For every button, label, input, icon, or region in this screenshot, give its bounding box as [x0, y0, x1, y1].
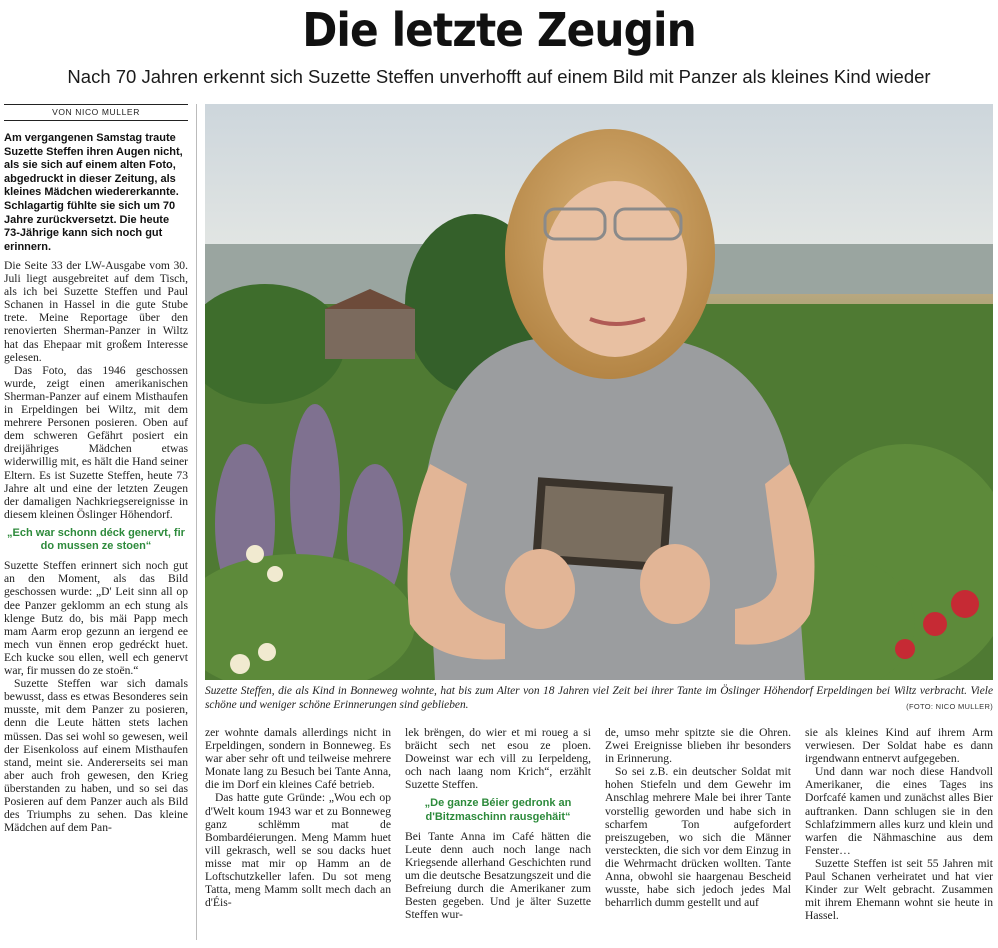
paragraph: Das Foto, das 1946 geschossen wurde, zeigt einen amerikanischen Sherman-Panzer auf einem Misthaufen in Erpeldingen bei Wiltz, mit dem mehrere Personen posieren. Oben auf dem schweren Gefährt posiert ein dreijähriges Mädchen etwas widerwillig mit, es hält die Hand seiner Eltern. Es ist Suzette Steffen, heute 73 Jahre alt und eine der letzten Zeugen der damaligen Nachkriegsereignisse in diesem kleinen Öslinger Höhendorf. — [4, 363, 188, 521]
paragraph: Suzette Steffen war sich damals bewusst, dass es etwas Besonderes sein musste, mit dem Panzer zu posieren, denn die Leute hätten stets lachen müssen. Das sei wohl so gewesen, weil der Eisenkoloss auf einem Misthaufen stand, meint sie. Andererseits sei man aber auch froh gewesen, den Krieg überstanden zu haben, und so sei das Posieren auf dem Panzer auch als Bild des Triumphs zu sehen. Das kleine Mädchen auf dem Pan- — [4, 677, 188, 835]
paragraph: Die Seite 33 der LW-Ausgabe vom 30. Juli liegt ausgebreitet auf dem Tisch, als ich bei Suzette Steffen und Paul Schanen in Hassel in die gute Stube trete. Meine Reportage über den renovierten Sherman-Panzer in Wiltz hat das Ehepaar mit großem Interesse gelesen. — [4, 259, 188, 364]
photo-caption: Suzette Steffen, die als Kind in Bonneweg wohnte, hat bis zum Alter von 18 Jahren viel Zeit bei ihrer Tante im Öslinger Höhendorf Erpeldingen bei Wiltz verbracht. Viele schöne und weniger schöne Erinnerungen sind geblieben. — [205, 685, 993, 711]
subheadline: Nach 70 Jahren erkennt sich Suzette Steffen unverhofft auf einem Bild mit Panzer als kleines Kind wieder — [67, 66, 931, 87]
column-divider — [196, 104, 197, 940]
photo-illustration — [205, 104, 993, 680]
paragraph: Das hatte gute Gründe: „Wou ech op d'Welt koum 1943 war et zu Bonneweg ganz schlëmm mat de Bombardéierungen. Meng Mamm huet vill gekrasch, well se sou dacks huet misse mat mir op Hamm an de Loftschutzkeller lafen. Du sot meng Tatta, meng Mamm sollt mech dach an d'Éis- — [205, 791, 391, 910]
paragraph: Bei Tante Anna im Café hätten die Leute denn auch noch lange nach Kriegsende allerhand Geschichten rund um die deutsche Besatzungszeit und die Befreiung durch die Amerikaner zum Besten gegeben. Und je älter Suzette Steffen wur- — [405, 829, 591, 922]
photo-credit: (FOTO: NICO MULLER) — [906, 702, 993, 711]
column-5 — [805, 726, 993, 940]
headline: Die letzte Zeugin — [302, 3, 696, 57]
column-1 — [4, 259, 188, 943]
paragraph: Suzette Steffen erinnert sich noch gut an den Moment, als das Bild geschossen wurde: „D' Leit sinn all op dee Panzer geklomm an ech stung als klenge Butz do, bis mäi Papp mech mam Aarm erop gezunn an iergend ee mech vun ënnen erop gedréckt huet. Ech kucke sou ellen, well ech genervt war, fir mussen do ze stoën.“ — [4, 559, 188, 678]
paragraph: zer wohnte damals allerdings nicht in Erpeldingen, sondern in Bonneweg. Es war aber sehr oft und teilweise mehrere Monate lang zu Besuch bei Tante Anna, die im Dorf ein kleines Café betrieb. — [205, 726, 391, 792]
column-3 — [405, 726, 591, 940]
byline: VON NICO MULLER — [4, 104, 188, 121]
paragraph: Und dann war noch diese Handvoll Amerikaner, die eines Tages ins Dorfcafé kamen und zunächst alles Bier auftranken. Dann schlugen sie in den Schlafzimmern alles kurz und klein und warfen die Nähmaschine aus dem Fenster… — [805, 765, 993, 857]
section-subhead: „Ech war schonn déck genervt, fir do mussen ze stoen“ — [7, 526, 185, 553]
paragraph: de, umso mehr spitzte sie die Ohren. Zwei Ereignisse blieben ihr besonders in Erinnerung. — [605, 726, 791, 766]
paragraph: Suzette Steffen ist seit 55 Jahren mit Paul Schanen verheiratet und hat vier Kinder zur Welt gebracht. Zusammen mit ihrem Ehemann wohnt sie heute in Hassel. — [805, 856, 993, 923]
column-4 — [605, 726, 791, 940]
paragraph: lek brëngen, do wier et mi roueg a si bräicht sech net esou ze ploen. Doweinst war ech vill zu Ierpeldeng, och nach laang nom Krich“, erzählt Suzette Steffen. — [405, 726, 591, 792]
section-subhead: „De ganze Béier gedronk an d'Bitzmaschinn rausgehäit“ — [424, 797, 572, 823]
article-photo — [205, 104, 993, 680]
paragraph: sie als kleines Kind auf ihrem Arm verwiesen. Der Soldat habe es dann irgendwann entnervt aufgegeben. — [805, 726, 993, 766]
paragraph: So sei z.B. ein deutscher Soldat mit hohen Stiefeln und dem Gewehr im Anschlag mehrere Male bei ihrer Tante vorstellig geworden und habe sich in scharfem Ton aufgefordert preiszugeben, wo sich die Männer versteckten, die sich vor dem Einzug in die Wehrmacht drücken wollten. Tante Anna, obwohl sie haargenau Bescheid wusste, habe sich jedoch jedes Mal beharrlich dumm gestellt und auf — [605, 765, 791, 910]
column-2 — [205, 726, 391, 940]
lead-paragraph: Am vergangenen Samstag traute Suzette Steffen ihren Augen nicht, als sie sich auf einem alten Foto, abgedruckt in dieser Zeitung, als kleines Mädchen wiedererkannte. Schlagartig fühlte sie sich um 70 Jahre zurückversetzt. Die heute 73-Jährige kann sich noch gut erinnern. — [4, 132, 183, 253]
